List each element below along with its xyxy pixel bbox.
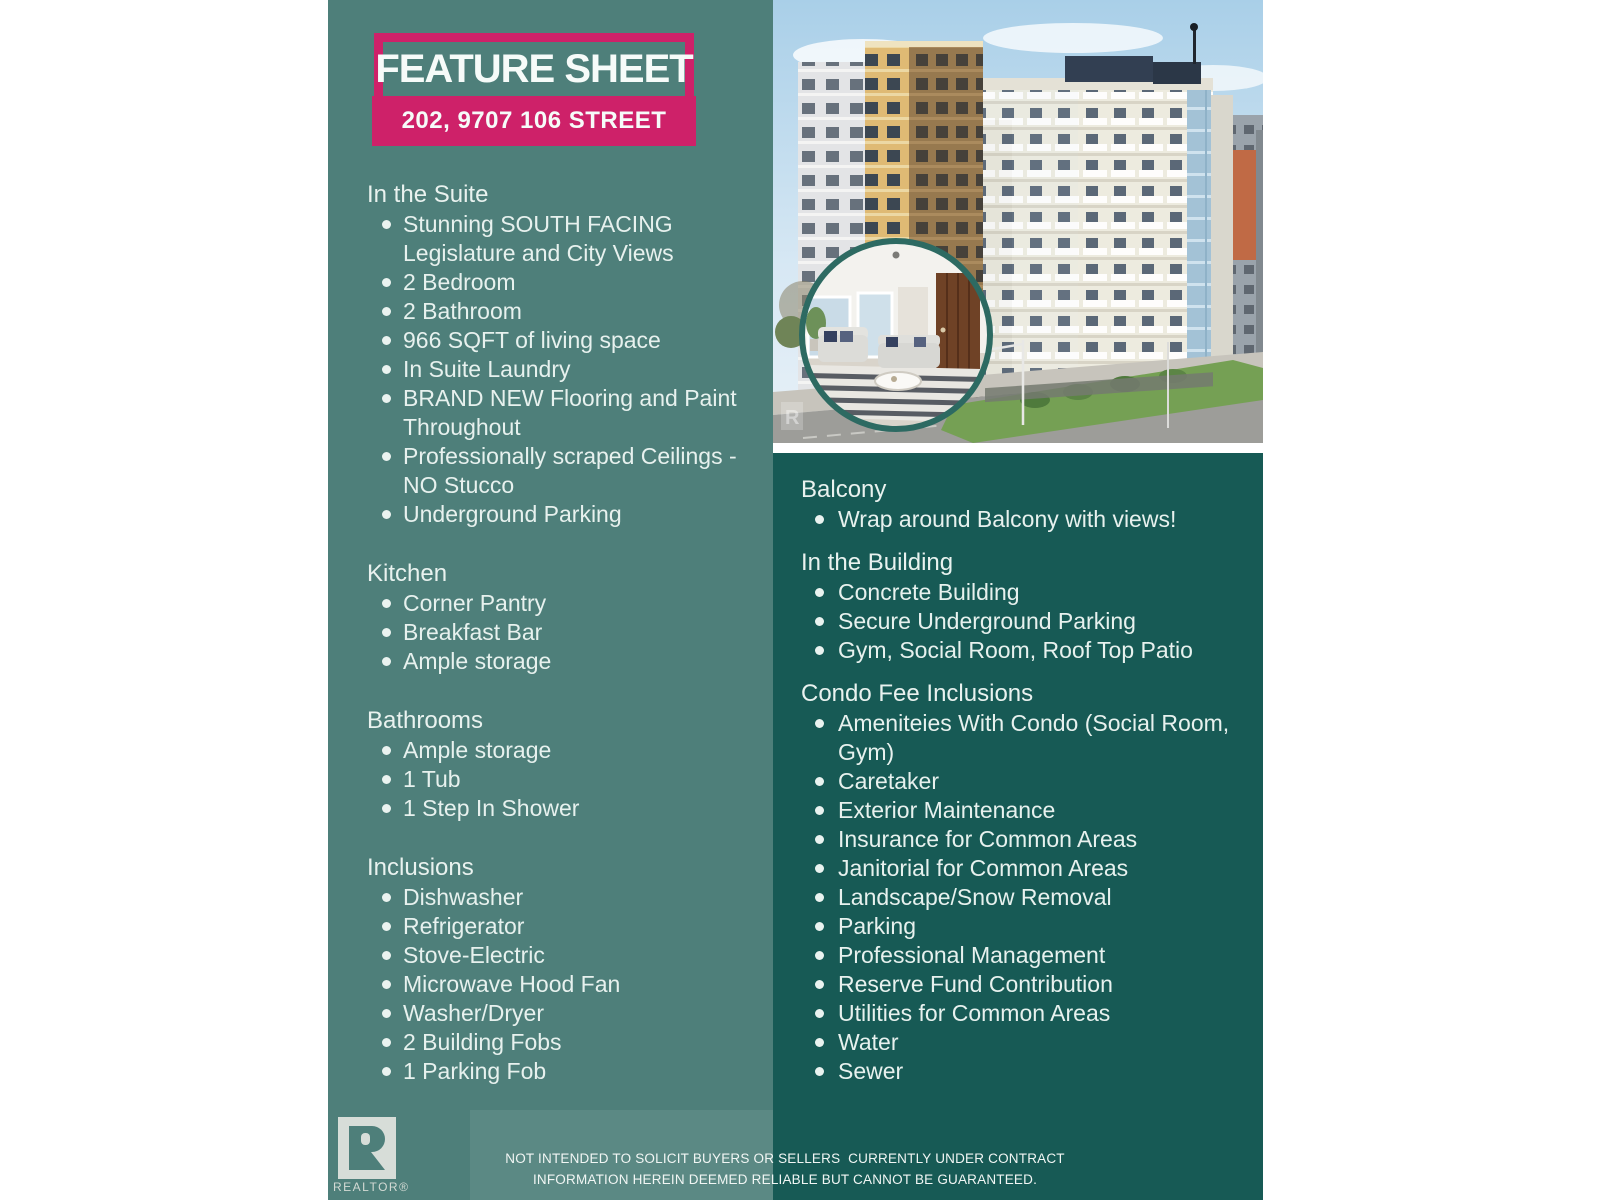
feature-item: BRAND NEW Flooring and Paint Throughout [367, 384, 759, 442]
feature-item: Stove-Electric [367, 941, 759, 970]
feature-item: Exterior Maintenance [801, 796, 1249, 825]
address-banner [372, 96, 696, 146]
living-room-inset-photo [802, 241, 990, 433]
feature-item: Landscape/Snow Removal [801, 883, 1249, 912]
feature-item: In Suite Laundry [367, 355, 759, 384]
feature-item: 2 Building Fobs [367, 1028, 759, 1057]
feature-item: Insurance for Common Areas [801, 825, 1249, 854]
property-photo-illustration [773, 0, 1263, 443]
section-heading: Kitchen [367, 560, 448, 587]
feature-section [367, 853, 759, 1086]
feature-item: Ample storage [367, 647, 759, 676]
disclaimer-line-2: INFORMATION HEREIN DEEMED RELIABLE BUT CANNOT BE GUARANTEED. [532, 1172, 1038, 1187]
feature-item: Gym, Social Room, Roof Top Patio [801, 636, 1249, 665]
flyer-title: FEATURE SHEET [375, 46, 693, 91]
feature-list [367, 210, 759, 529]
section-heading: Inclusions [367, 854, 474, 881]
feature-item: Ameniteies With Condo (Social Room, Gym) [801, 709, 1249, 767]
realtor-logo [338, 1117, 396, 1179]
feature-section [367, 559, 759, 676]
feature-item: Dishwasher [367, 883, 759, 912]
feature-section [367, 706, 759, 823]
feature-item: 1 Step In Shower [367, 794, 759, 823]
feature-item: Breakfast Bar [367, 618, 759, 647]
section-heading: In the Building [801, 549, 954, 576]
feature-item: Professional Management [801, 941, 1249, 970]
feature-section [367, 180, 759, 529]
feature-item: Ample storage [367, 736, 759, 765]
feature-list [801, 578, 1249, 665]
realtor-logo-label: REALTOR® [333, 1180, 410, 1194]
section-heading: Condo Fee Inclusions [801, 680, 1034, 707]
feature-item: 1 Tub [367, 765, 759, 794]
left-feature-sections [367, 180, 759, 1116]
feature-item: 2 Bedroom [367, 268, 759, 297]
feature-item: Water [801, 1028, 1249, 1057]
left-column [328, 0, 773, 1200]
feature-item: 1 Parking Fob [367, 1057, 759, 1086]
feature-item: Concrete Building [801, 578, 1249, 607]
title-banner [374, 33, 694, 96]
feature-item: Wrap around Balcony with views! [801, 505, 1249, 534]
footer-disclaimer [430, 1148, 1140, 1190]
feature-item: Sewer [801, 1057, 1249, 1086]
property-address: 202, 9707 106 STREET [401, 107, 667, 134]
realtor-r-icon [338, 1117, 396, 1179]
feature-item: Parking [801, 912, 1249, 941]
feature-item: Utilities for Common Areas [801, 999, 1249, 1028]
feature-item: Stunning SOUTH FACING Legislature and City Views [367, 210, 759, 268]
feature-list [367, 883, 759, 1086]
photo-watermark [781, 402, 803, 430]
feature-list [801, 709, 1249, 1086]
feature-list [801, 505, 1249, 534]
feature-item: Refrigerator [367, 912, 759, 941]
feature-item: Janitorial for Common Areas [801, 854, 1249, 883]
section-heading: In the Suite [367, 181, 489, 208]
feature-item: Secure Underground Parking [801, 607, 1249, 636]
section-heading: Balcony [801, 476, 887, 503]
feature-section [801, 475, 1249, 534]
disclaimer-line-1: NOT INTENDED TO SOLICIT BUYERS OR SELLERS CURRENTLY UNDER CONTRACT [505, 1151, 1065, 1166]
right-column [773, 453, 1263, 1200]
feature-item: Reserve Fund Contribution [801, 970, 1249, 999]
right-feature-sections [801, 475, 1249, 1100]
section-heading: Bathrooms [367, 707, 484, 734]
feature-section [801, 548, 1249, 665]
property-photo [773, 0, 1263, 443]
feature-item: Underground Parking [367, 500, 759, 529]
feature-item: 2 Bathroom [367, 297, 759, 326]
feature-list [367, 589, 759, 676]
feature-section [801, 679, 1249, 1086]
feature-item: 966 SQFT of living space [367, 326, 759, 355]
feature-item: Corner Pantry [367, 589, 759, 618]
feature-item: Caretaker [801, 767, 1249, 796]
feature-item: Microwave Hood Fan [367, 970, 759, 999]
feature-item: Washer/Dryer [367, 999, 759, 1028]
feature-list [367, 736, 759, 823]
svg-text:R: R [785, 407, 800, 429]
feature-item: Professionally scraped Ceilings - NO Stucco [367, 442, 759, 500]
